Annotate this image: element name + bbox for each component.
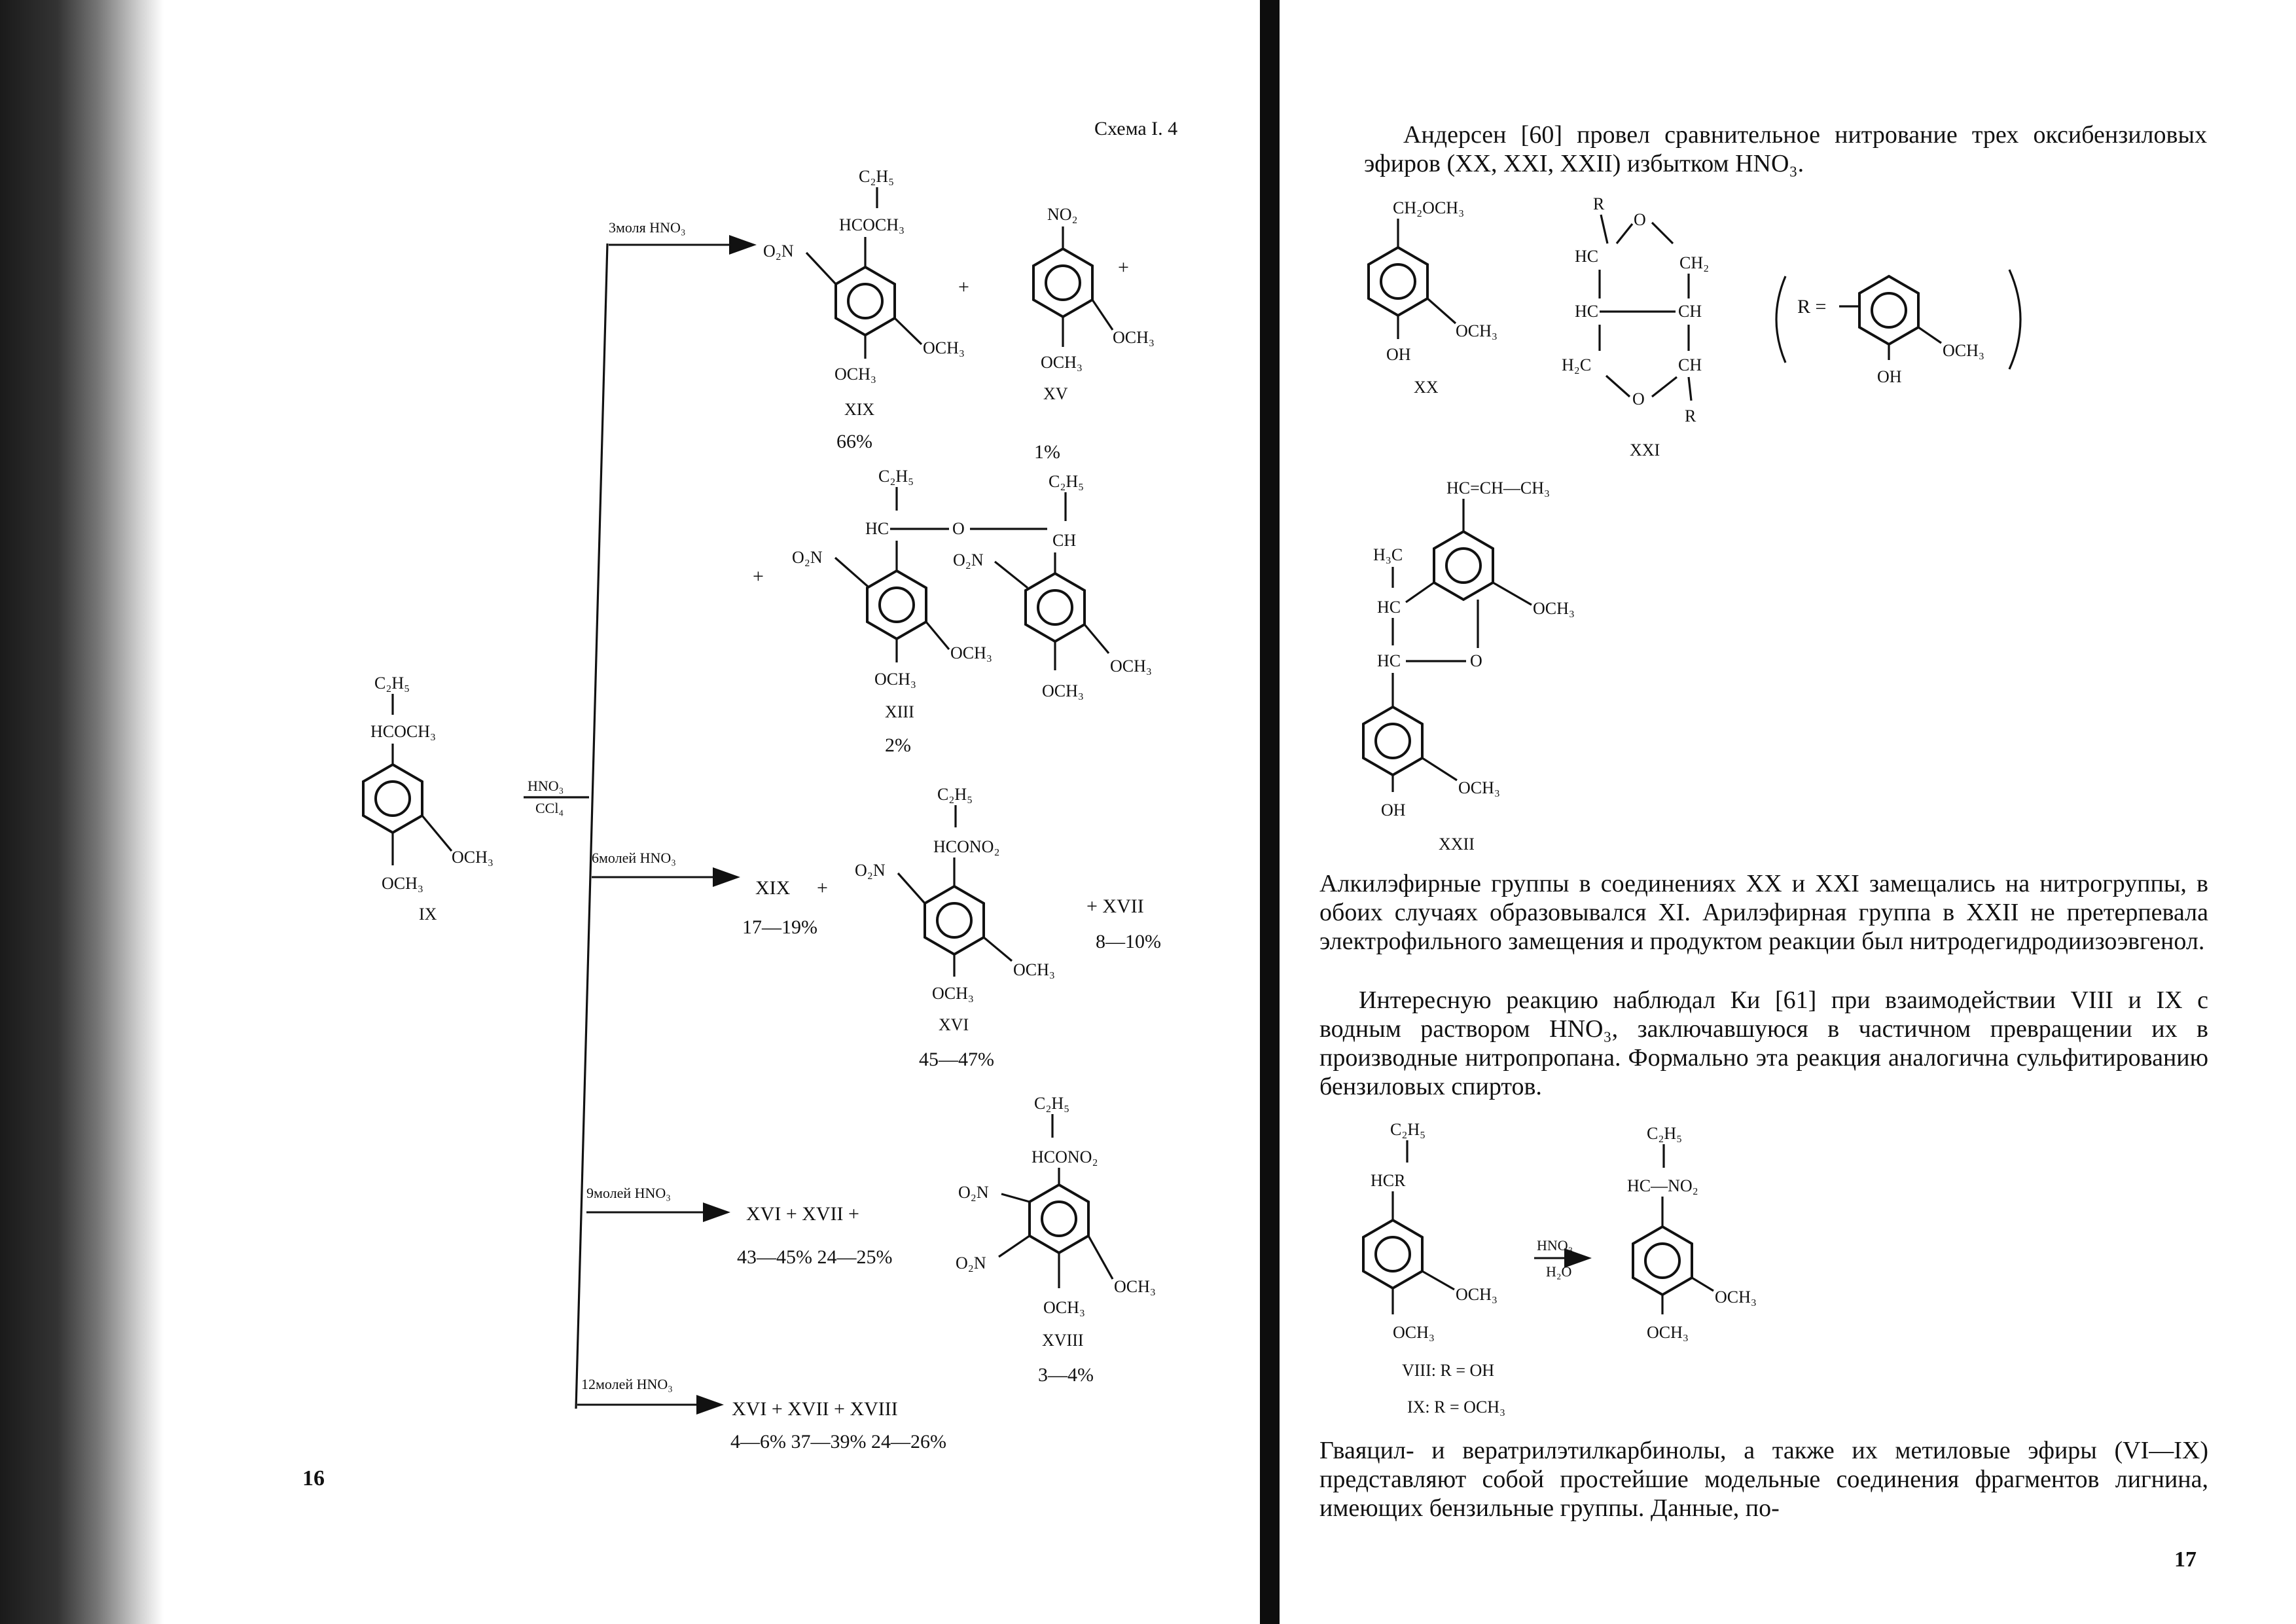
svg-text:O₂N: O₂N: [855, 861, 886, 880]
branch-line: [576, 244, 607, 1409]
svg-text:HNO₃: HNO₃: [1537, 1237, 1573, 1254]
svg-text:HC: HC: [1575, 302, 1599, 321]
plus-1: +: [958, 276, 969, 298]
branch2-plus: +: [817, 877, 828, 899]
branch4-yields: 4—6% 37—39% 24—26%: [730, 1431, 946, 1453]
svg-text:3—4%: 3—4%: [1038, 1364, 1094, 1386]
svg-text:VIII: R = OH: VIII: R = OH: [1402, 1361, 1495, 1380]
svg-text:O₂N: O₂N: [958, 1183, 989, 1202]
svg-text:OH: OH: [1877, 367, 1902, 386]
svg-text:HC=CH—CH₃: HC=CH—CH₃: [1446, 478, 1551, 497]
svg-text:OCH₃: OCH₃: [1456, 321, 1498, 340]
svg-text:O₂N: O₂N: [956, 1254, 986, 1272]
svg-text:HC: HC: [1377, 598, 1401, 617]
svg-text:OCH₃: OCH₃: [1013, 960, 1055, 979]
compound-xix: [763, 167, 965, 452]
compound-xvi: [855, 785, 1055, 1070]
svg-text:CH₂OCH₃: CH₂OCH₃: [1393, 198, 1465, 217]
svg-text:OCH₃: OCH₃: [932, 984, 974, 1003]
svg-text:OCH₃: OCH₃: [923, 338, 965, 357]
svg-text:NO₂: NO₂: [1047, 205, 1078, 224]
svg-text:OCH₃: OCH₃: [1458, 778, 1500, 797]
svg-text:HCOCH₃: HCOCH₃: [370, 722, 437, 741]
compound-xxii: [1363, 478, 1575, 854]
svg-text:OCH₃: OCH₃: [1041, 353, 1083, 372]
svg-text:R =: R =: [1797, 296, 1827, 317]
paragraph-1: Алкилэфирные группы в соединениях XX и XXI замещались на нитрогруппы, в обоих случаях образовывался XI. Арилэфирная группа в XXII не претерпевала электрофильного замещения и продуктом реакции был нитродегидродиизоэвгенол.: [1319, 870, 2208, 955]
svg-text:OH: OH: [1381, 801, 1406, 820]
branch3-reagent: 9молей HNO₃: [586, 1185, 671, 1201]
svg-text:XV: XV: [1043, 384, 1068, 403]
svg-text:XXII: XXII: [1439, 835, 1475, 854]
svg-text:HC: HC: [865, 519, 889, 538]
svg-text:O₂N: O₂N: [763, 242, 794, 261]
compound-ix: [363, 674, 493, 924]
branch4-reagent: 12молей HNO₃: [581, 1376, 673, 1392]
page-number-right: 17: [2174, 1547, 2197, 1572]
branch1-reagent: 3моля HNO₃: [609, 219, 686, 236]
svg-text:C₂H₅: C₂H₅: [937, 785, 973, 804]
svg-text:O: O: [952, 519, 965, 538]
svg-text:OCH₃: OCH₃: [1647, 1323, 1689, 1342]
svg-text:IX: IX: [419, 905, 437, 924]
scheme-label: Схема I. 4: [1094, 118, 1178, 139]
svg-text:XVI: XVI: [939, 1015, 969, 1034]
plus-3: +: [753, 566, 764, 587]
svg-text:OH: OH: [1386, 345, 1411, 364]
svg-text:XIX: XIX: [844, 400, 875, 419]
svg-text:HCONO₂: HCONO₂: [933, 837, 1000, 856]
svg-text:C₂H₅: C₂H₅: [878, 467, 914, 486]
svg-text:OCH₃: OCH₃: [1113, 328, 1155, 347]
svg-text:O: O: [1470, 651, 1482, 670]
svg-text:R: R: [1685, 406, 1696, 425]
svg-text:O: O: [1634, 210, 1646, 229]
svg-text:C₂H₅: C₂H₅: [1390, 1120, 1426, 1139]
intro-paragraph: Андерсен [60] провел сравнительное нитрование трех оксибензиловых эфиров (XX, XXI, XXII) избытком HNO₃.: [1364, 121, 2207, 177]
svg-text:XVIII: XVIII: [1042, 1331, 1084, 1350]
compound-xx: [1369, 198, 1498, 397]
svg-text:H₂O: H₂O: [1546, 1263, 1572, 1280]
svg-text:HC—NO₂: HC—NO₂: [1627, 1176, 1698, 1195]
branch2-reagent: 6молей HNO₃: [592, 850, 676, 866]
svg-text:CH: CH: [1678, 302, 1702, 321]
svg-text:OCH₃: OCH₃: [1943, 341, 1984, 360]
svg-text:2%: 2%: [885, 734, 911, 756]
branch2-xix: XIX: [755, 877, 791, 899]
paragraph-2: Интересную реакцию наблюдал Ки [61] при взаимодействии VIII и IX с водным раствором HNO₃, заключавшуюся в частичном превращении их в производные нитропропана. Формально эта реакция аналогична сульфитированию бензиловых спиртов.: [1319, 986, 2208, 1100]
svg-text:CH: CH: [1678, 355, 1702, 374]
svg-text:IX: R = OCH₃: IX: R = OCH₃: [1407, 1398, 1506, 1416]
reagent-top: HNO₃: [528, 778, 564, 794]
svg-text:45—47%: 45—47%: [919, 1049, 994, 1070]
plus-2: +: [1118, 257, 1129, 278]
branch2-xvii-yield: 8—10%: [1096, 931, 1161, 952]
svg-text:XXI: XXI: [1630, 441, 1660, 460]
paragraph-3: Гваяцил- и вератрилэтилкарбинолы, а также их метиловые эфиры (VI—IX) представляют собой простейшие модельные соединения фрагментов лигнина, имеющих бензильные группы. Данные, по-: [1319, 1437, 2208, 1522]
svg-text:C₂H₅: C₂H₅: [1034, 1094, 1070, 1113]
svg-text:C₂H₅: C₂H₅: [374, 674, 410, 693]
branch2-xvii: + XVII: [1086, 895, 1144, 917]
svg-text:C₂H₅: C₂H₅: [859, 167, 895, 186]
svg-text:66%: 66%: [836, 431, 872, 452]
svg-text:OCH₃: OCH₃: [1110, 657, 1152, 676]
svg-text:O: O: [1632, 389, 1645, 408]
svg-text:1%: 1%: [1034, 441, 1060, 463]
svg-text:OCH₃: OCH₃: [1715, 1288, 1757, 1307]
compound-xv: [1033, 205, 1155, 463]
svg-text:OCH₃: OCH₃: [382, 874, 423, 893]
svg-text:CH: CH: [1052, 531, 1077, 550]
svg-text:OCH₃: OCH₃: [1114, 1277, 1156, 1296]
compound-xviii: [956, 1094, 1156, 1386]
svg-text:O₂N: O₂N: [953, 550, 984, 569]
svg-text:O₂N: O₂N: [792, 548, 823, 567]
branch2-xix-yield: 17—19%: [742, 916, 817, 938]
svg-text:HCR: HCR: [1371, 1171, 1406, 1190]
svg-text:XIII: XIII: [885, 702, 914, 721]
svg-text:HC: HC: [1575, 247, 1599, 266]
svg-text:OCH₃: OCH₃: [874, 670, 916, 689]
svg-text:HCOCH₃: HCOCH₃: [839, 215, 905, 234]
reagent-bottom: CCl₄: [535, 800, 564, 816]
svg-text:XX: XX: [1414, 378, 1439, 397]
svg-text:R: R: [1593, 194, 1605, 213]
compound-xxi: [1562, 194, 1709, 460]
svg-text:H₃C: H₃C: [1373, 545, 1403, 564]
svg-text:OCH₃: OCH₃: [1456, 1285, 1498, 1304]
svg-text:OCH₃: OCH₃: [1533, 599, 1575, 618]
nitration-reaction: [1363, 1120, 1757, 1416]
svg-text:OCH₃: OCH₃: [834, 365, 876, 384]
branch3-yields: 43—45% 24—25%: [737, 1246, 893, 1268]
svg-text:HC: HC: [1377, 651, 1401, 670]
svg-text:CH₂: CH₂: [1679, 253, 1710, 272]
compound-xiii: [792, 467, 1152, 756]
svg-text:OCH₃: OCH₃: [1043, 1298, 1085, 1317]
svg-text:OCH₃: OCH₃: [1393, 1323, 1435, 1342]
svg-text:OCH₃: OCH₃: [950, 643, 992, 662]
page-number-left: 16: [302, 1466, 325, 1490]
svg-text:H₂C: H₂C: [1562, 355, 1592, 374]
branch4-products: XVI + XVII + XVIII: [732, 1398, 898, 1420]
svg-text:OCH₃: OCH₃: [1042, 681, 1084, 700]
branch3-products: XVI + XVII +: [746, 1203, 859, 1225]
r-definition: [1776, 270, 2020, 386]
svg-text:HCONO₂: HCONO₂: [1031, 1147, 1098, 1166]
svg-text:C₂H₅: C₂H₅: [1647, 1124, 1683, 1143]
svg-text:C₂H₅: C₂H₅: [1049, 472, 1085, 491]
svg-text:OCH₃: OCH₃: [452, 848, 493, 867]
